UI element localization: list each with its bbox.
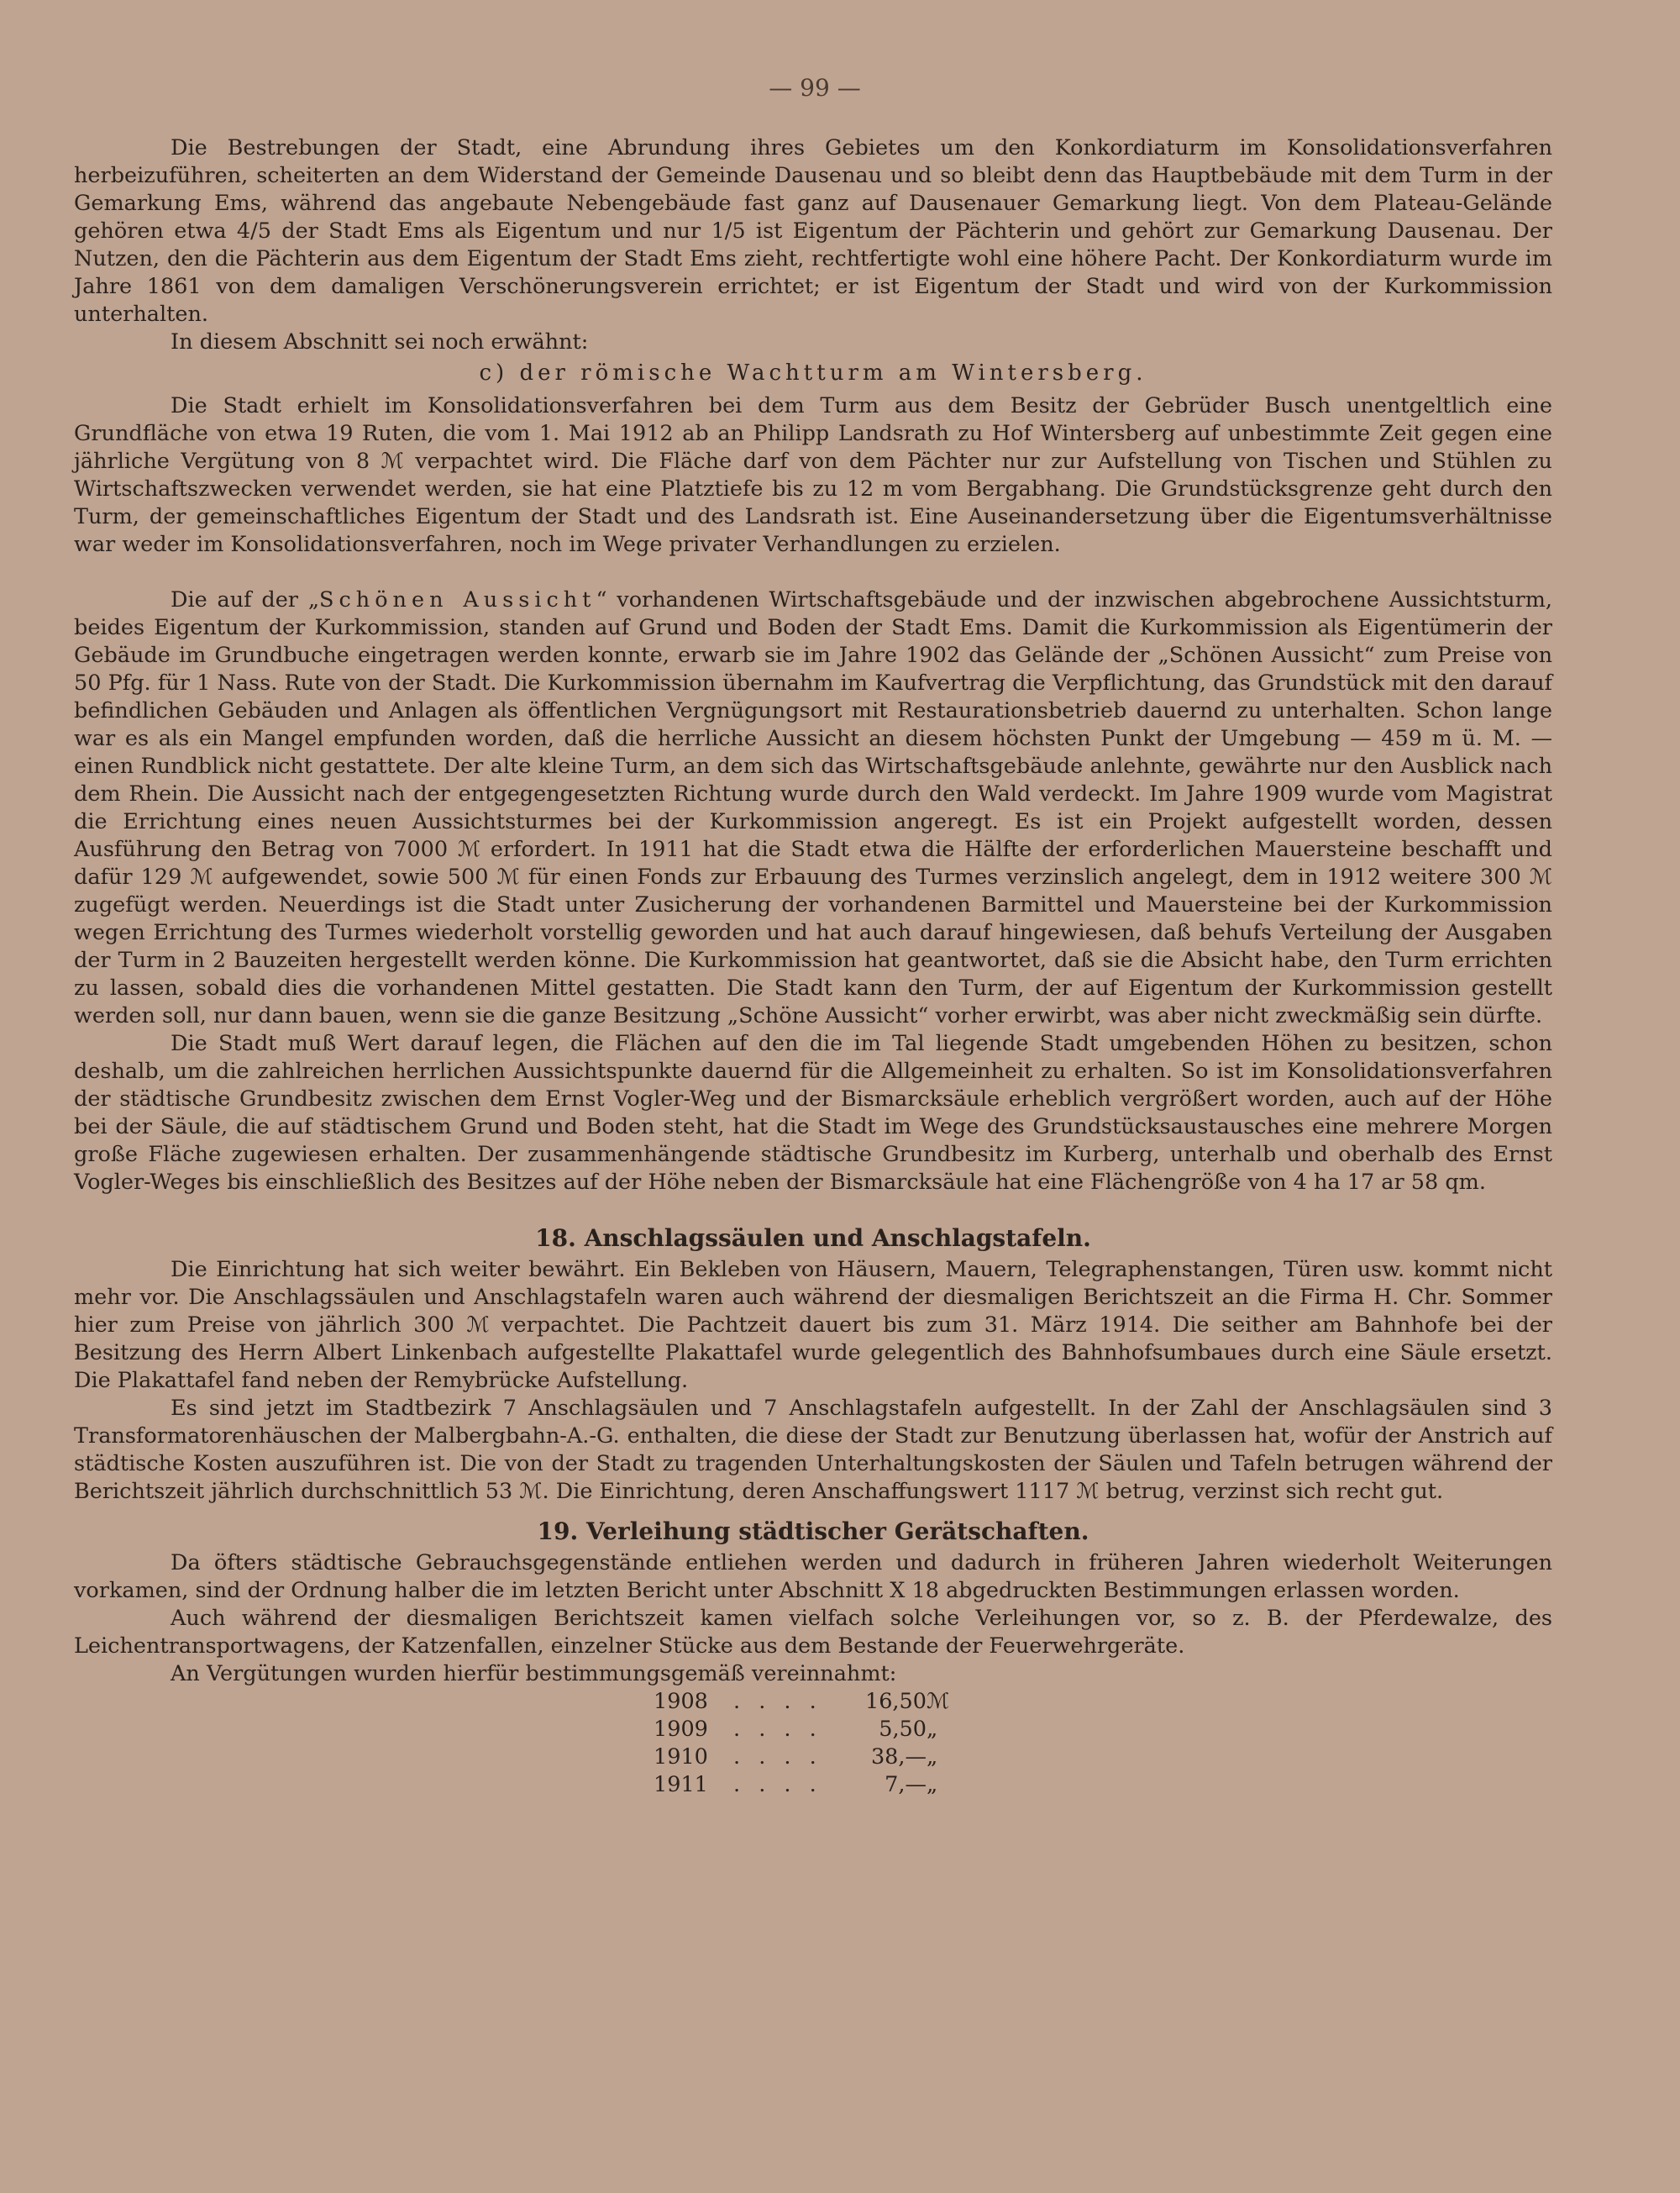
unit-cell: „ bbox=[927, 1772, 938, 1797]
table-row bbox=[654, 1688, 977, 1716]
amount-cell: 38,— bbox=[870, 1744, 927, 1770]
year-cell: 1910 bbox=[654, 1744, 708, 1770]
section-heading-19: 19. Verleihung städtischer Gerätschaften. bbox=[537, 1517, 1089, 1545]
paragraph: An Vergütungen wurden hierfür bestimmungsgemäß vereinnahmt: bbox=[171, 1661, 897, 1686]
paragraph: Die Stadt erhielt im Konsolidationsverfahren bei dem Turm aus dem Besitz der Gebrüder Busch unentgeltlich eine Grundfläche von etwa 19 Ruten, die vom 1. Mai 1912 ab an Philipp Landsrath zu Hof Wintersberg auf unbestimmte Zeit gegen eine jährliche Vergütung von 8 ℳ verpachtet wird. Die Fläche darf von dem Pächter nur zur Aufstellung von Tischen und Stühlen zu Wirtschaftszwecken verwendet werden, sie hat eine Platztiefe bis zu 12 m vom Bergabhang. Die Grundstücksgrenze geht durch den Turm, der gemeinschaftliches Eigentum der Stadt und des Landsrath ist. Eine Auseinandersetzung über die Eigentumsverhältnisse war weder im Konsolidationsverfahren, noch im Wege privater Verhandlungen zu erzielen. bbox=[74, 393, 1552, 557]
leader-dots: . . . . bbox=[733, 1744, 822, 1770]
section-heading-18: 18. Anschlagssäulen und Anschlagstafeln. bbox=[535, 1224, 1091, 1252]
text-run: Die auf der „ bbox=[171, 587, 320, 613]
year-cell: 1909 bbox=[654, 1717, 708, 1742]
spacer bbox=[74, 1506, 1552, 1517]
table-row bbox=[654, 1771, 977, 1799]
table-row bbox=[654, 1716, 977, 1743]
document-body bbox=[74, 134, 1552, 1799]
table-row bbox=[654, 1743, 977, 1771]
paragraph: Die Einrichtung hat sich weiter bewährt. Ein Bekleben von Häusern, Mauern, Telegraphenstangen, Türen usw. kommt nicht mehr vor. Die Anschlagssäulen und Anschlagstafeln waren auch während der diesmaligen Berichtszeit an die Firma H. Chr. Sommer hier zum Preise von jährlich 300 ℳ verpachtet. Die Pachtzeit dauert bis zum 31. März 1914. Die seither am Bahnhofe bei der Besitzung des Herrn Albert Linkenbach aufgestellte Plakattafel wurde gelegentlich des Bahnhofsumbaues durch eine Säule ersetzt. Die Plakattafel fand neben der Remybrücke Aufstellung. bbox=[74, 1257, 1552, 1393]
year-cell: 1911 bbox=[654, 1772, 708, 1797]
year-cell: 1908 bbox=[654, 1689, 708, 1714]
unit-cell: „ bbox=[927, 1717, 938, 1742]
paragraph: Da öfters städtische Gebrauchsgegenstände entliehen werden und dadurch in früheren Jahren wiederholt Weiterungen vorkamen, sind der Ordnung halber die im letzten Bericht unter Abschnitt X 18 abgedruckten Bestimmungen erlassen worden. bbox=[74, 1550, 1552, 1603]
unit-cell: „ bbox=[927, 1744, 938, 1770]
leader-dots: . . . . bbox=[733, 1717, 822, 1742]
paragraph: Die Bestrebungen der Stadt, eine Abrundung ihres Gebietes um den Konkordiaturm im Konsolidationsverfahren herbeizuführen, scheiterten an dem Widerstand der Gemeinde Dausenau und so bleibt denn das Hauptbebäude mit dem Turm in der Gemarkung Ems, während das angebaute Nebengebäude fast ganz auf Dausenauer Gemarkung liegt. Von dem Plateau-Gelände gehören etwa 4/5 der Stadt Ems als Eigentum und nur 1/5 ist Eigentum der Pächterin und gehört zur Gemarkung Dausenau. Der Nutzen, den die Pächterin aus dem Eigentum der Stadt Ems zieht, rechtfertigte wohl eine höhere Pacht. Der Konkordiaturm wurde im Jahre 1861 von dem damaligen Verschönerungsverein errichtet; er ist Eigentum der Stadt und wird von der Kurkommission unterhalten. bbox=[74, 135, 1552, 327]
text-run: “ vorhandenen Wirtschaftsgebäude und der inzwischen abgebrochene Aussichtsturm, beides Eigentum der Kurkommission, standen auf Grund und Boden der Stadt Ems. Damit die Kurkommission als Eigentümerin der Gebäude im Grundbuche eingetragen werden konnte, erwarb sie im Jahre 1902 das Gelände der „Schönen Aussicht“ zum Preise von 50 Pfg. für 1 Nass. Rute von der Stadt. Die Kurkommission übernahm im Kaufvertrag die Verpflichtung, das Grundstück mit den darauf befindlichen Gebäuden und Anlagen als öffentlichen Vergnügungsort mit Restaurationsbetrieb dauernd zu unterhalten. Schon lange war es als ein Mangel empfunden worden, daß die herrliche Aussicht an diesem höchsten Punkt der Umgebung — 459 m ü. M. — einen Rundblick nicht gestattete. Der alte kleine Turm, an dem sich das Wirtschaftsgebäude anlehnte, gewährte nur den Ausblick nach dem Rhein. Die Aussicht nach der entgegengesetzten Richtung wurde durch den Wald verdeckt. Im Jahre 1909 wurde vom Magistrat die Errichtung eines neuen Aussichtsturmes bei der Kurkommission angeregt. Es ist ein Projekt aufgestellt worden, dessen Ausführung den Betrag von 7000 ℳ erfordert. In 1911 hat die Stadt etwa die Hälfte der erforderlichen Mauersteine beschafft und dafür 129 ℳ aufgewendet, sowie 500 ℳ für einen Fonds zur Erbauung des Turmes verzinslich angelegt, dem in 1912 weitere 300 ℳ zugefügt werden. Neuerdings ist die Stadt unter Zusicherung der vorhandenen Barmittel und Mauersteine bei der Kurkommission wegen Errichtung des Turmes wiederholt vorstellig geworden und hat auch darauf hingewiesen, daß behufs Verteilung der Ausgaben der Turm in 2 Bauzeiten hergestellt werden könne. Die Kurkommission hat geantwortet, daß sie die Absicht habe, den Turm errichten zu lassen, sobald dies die vorhandenen Mittel gestatten. Die Stadt kann den Turm, der auf Eigentum der Kurkommission gestellt werden soll, nur dann bauen, wenn sie die ganze Besitzung „Schöne Aussicht“ vorher erwirbt, was aber nicht zweckmäßig sein dürfte. bbox=[74, 587, 1553, 1028]
spacer bbox=[74, 1196, 1552, 1224]
spacer bbox=[74, 559, 1552, 586]
compensation-table bbox=[654, 1688, 977, 1799]
page-number: — 99 — bbox=[769, 74, 861, 102]
paragraph bbox=[74, 586, 1552, 1030]
paragraph: Es sind jetzt im Stadtbezirk 7 Anschlagsäulen und 7 Anschlagstafeln aufgestellt. In der Zahl der Anschlagsäulen sind 3 Transformatorenhäuschen der Malbergbahn-A.-G. enthalten, die diese der Stadt zur Benutzung überlassen hat, wofür der Anstrich auf städtische Kosten auszuführen ist. Die von der Stadt zu tragenden Unterhaltungskosten der Säulen und Tafeln betrugen während der Berichtszeit jährlich durchschnittlich 53 ℳ. Die Einrichtung, deren Anschaffungswert 1117 ℳ betrug, verzinst sich recht gut. bbox=[74, 1396, 1552, 1504]
paragraph: In diesem Abschnitt sei noch erwähnt: bbox=[171, 329, 589, 355]
paragraph: Auch während der diesmaligen Berichtszeit kamen vielfach solche Verleihungen vor, so z. B. der Pferdewalze, des Leichentransportwagens, der Katzenfallen, einzelner Stücke aus dem Bestande der Feuerwehrgeräte. bbox=[74, 1606, 1552, 1659]
amount-cell: 16,50 bbox=[864, 1689, 927, 1714]
subheading: c) der römische Wachtturm am Wintersberg. bbox=[479, 360, 1147, 386]
unit-cell: ℳ bbox=[927, 1689, 950, 1714]
leader-dots: . . . . bbox=[733, 1689, 822, 1714]
leader-dots: . . . . bbox=[733, 1772, 822, 1797]
amount-cell: 7,— bbox=[885, 1772, 927, 1797]
emphasis-spaced: Schönen Aussicht bbox=[319, 587, 596, 613]
amount-cell: 5,50 bbox=[879, 1717, 927, 1742]
paragraph: Die Stadt muß Wert darauf legen, die Flächen auf den die im Tal liegende Stadt umgebenden Höhen zu besitzen, schon deshalb, um die zahlreichen herrlichen Aussichtspunkte dauernd für die Allgemeinheit zu erhalten. So ist im Konsolidationsverfahren der städtische Grundbesitz zwischen dem Ernst Vogler-Weg und der Bismarcksäule erheblich vergrößert worden, auch auf der Höhe bei der Säule, die auf städtischem Grund und Boden steht, hat die Stadt im Wege des Grundstücksaustausches eine mehrere Morgen große Fläche zugewiesen erhalten. Der zusammenhängende städtische Grundbesitz im Kurberg, unterhalb und oberhalb des Ernst Vogler-Weges bis einschließlich des Besitzes auf der Höhe neben der Bismarcksäule hat eine Flächengröße von 4 ha 17 ar 58 qm. bbox=[74, 1031, 1552, 1195]
